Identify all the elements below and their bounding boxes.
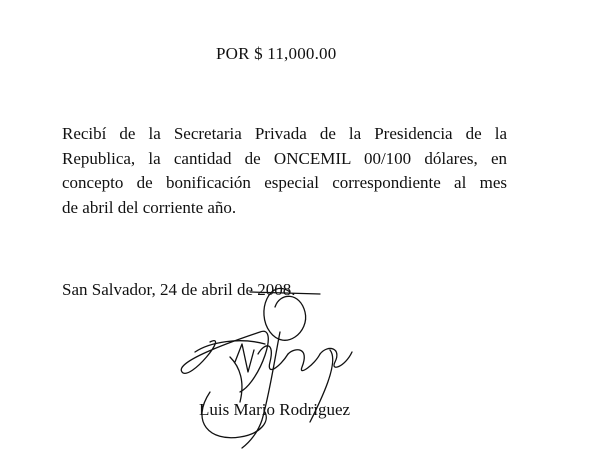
handwritten-signature <box>170 272 370 462</box>
receipt-body-line: Republica, la cantidad de ONCEMIL 00/100 dólares, en <box>62 148 507 168</box>
receipt-body <box>62 122 507 220</box>
receipt-amount: POR $ 11,000.00 <box>216 44 337 63</box>
receipt-body-line: de abril del corriente año. <box>62 197 237 217</box>
receipt-body-line: Recibí de la Secretaria Privada de la Presidencia de la <box>62 124 507 143</box>
place-and-date: San Salvador, 24 de abril de 2008. <box>62 280 296 299</box>
signer-name: Luis Mario Rodriguez <box>199 400 351 419</box>
receipt-body-line: concepto de bonificación especial correspondiente al mes <box>62 173 507 192</box>
